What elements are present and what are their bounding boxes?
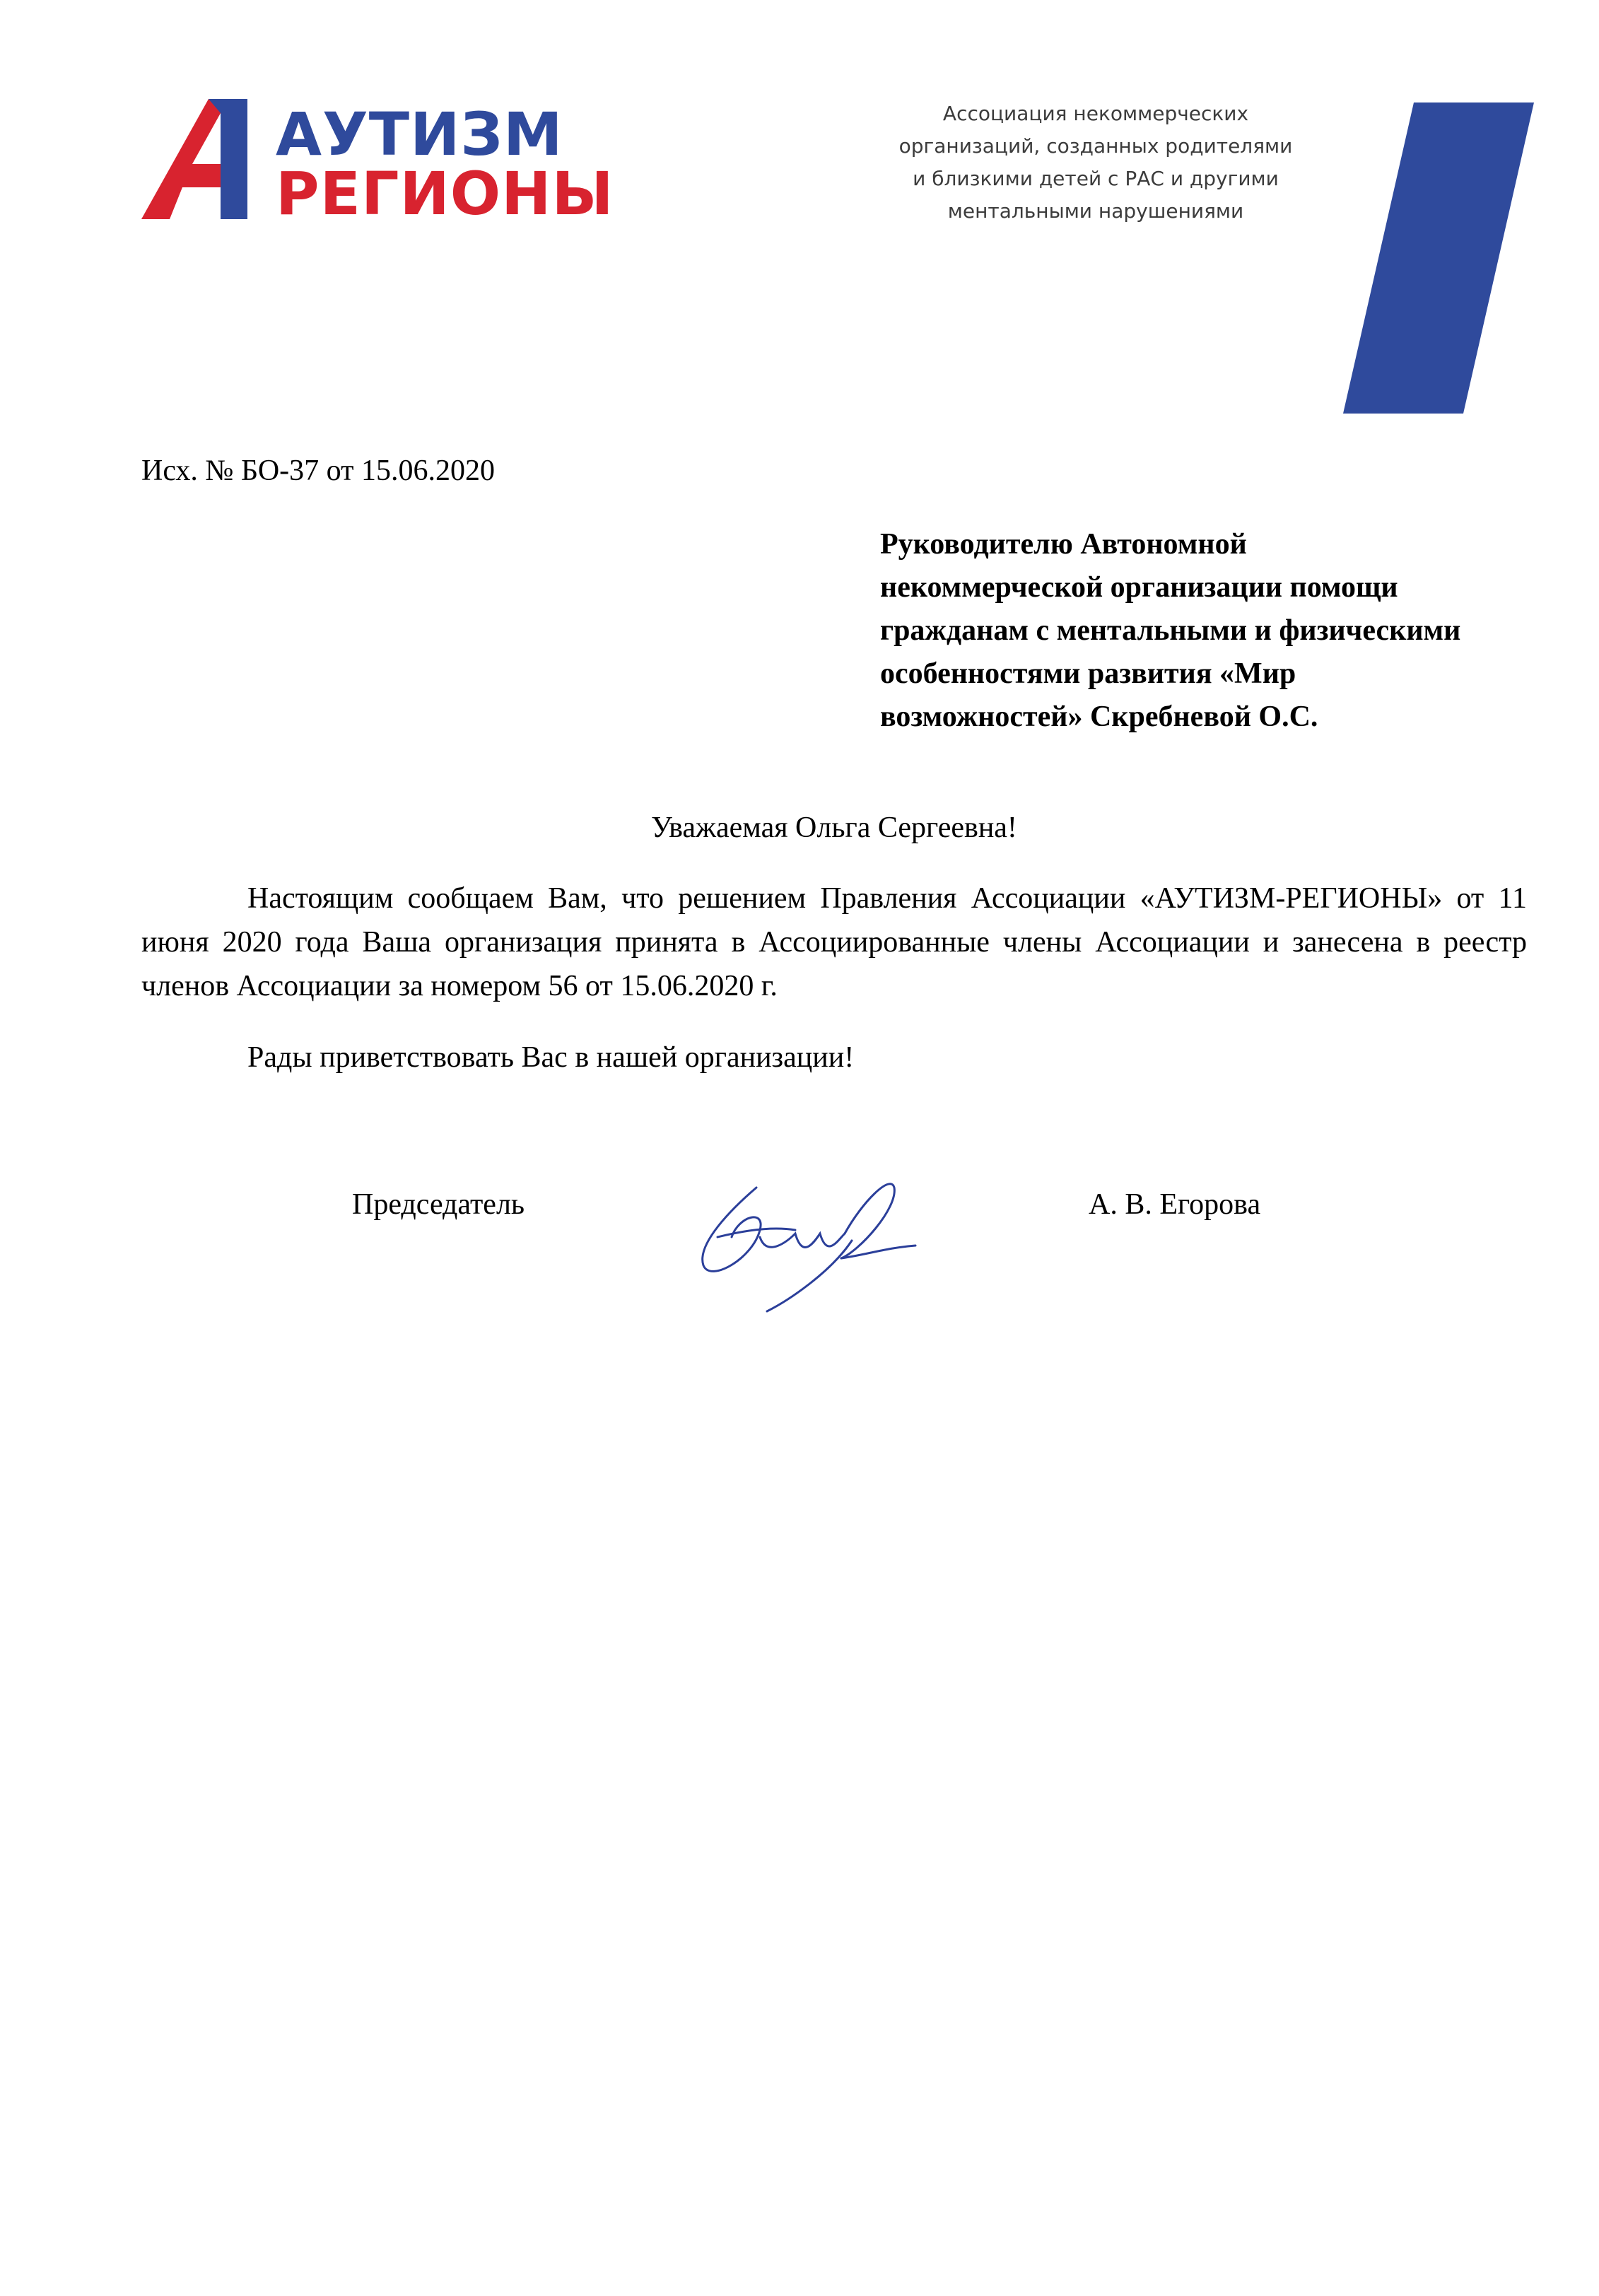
welcome-line: Рады приветствовать Вас в нашей организации! [247,1041,855,1074]
handwritten-signature [689,1159,922,1315]
outgoing-reference: Исх. № БО-37 от 15.06.2020 [141,455,495,487]
signatory-name: А. В. Егорова [1089,1188,1261,1221]
addressee-line: гражданам с ментальными и физическими [880,614,1461,647]
association-line: и близкими детей с РАС и другими [913,167,1279,190]
logo-line-2: РЕГИОНЫ [276,159,614,228]
addressee-line: возможностей» Скребневой О.С. [880,701,1318,733]
letter-body: Настоящим сообщаем Вам, что решением Правления Ассоциации «АУТИЗМ-РЕГИОНЫ» от 11 июня 2020 года Ваша организация принята в Ассоциированные члены Ассоциации и занесена в реестр членов Ассоциации за номером 56 от 15.06.2020 г. [141,882,1527,1002]
greeting: Уважаемая Ольга Сергеевна! [651,812,1017,844]
organization-logo [141,99,614,228]
addressee-line: Руководителю Автономной [880,528,1247,561]
decorative-stripe [1343,102,1534,414]
association-line: организаций, созданных родителями [898,134,1293,158]
association-description [848,98,1343,228]
association-line: ментальными нарушениями [947,199,1244,223]
addressee-line: некоммерческой организации помощи [880,571,1398,604]
addressee-line: особенностями развития «Мир [880,657,1296,690]
logo-line-1: АУТИЗМ [276,100,563,169]
association-line: Ассоциация некоммерческих [942,102,1249,125]
signatory-title: Председатель [352,1188,525,1221]
addressee-block [880,523,1538,739]
